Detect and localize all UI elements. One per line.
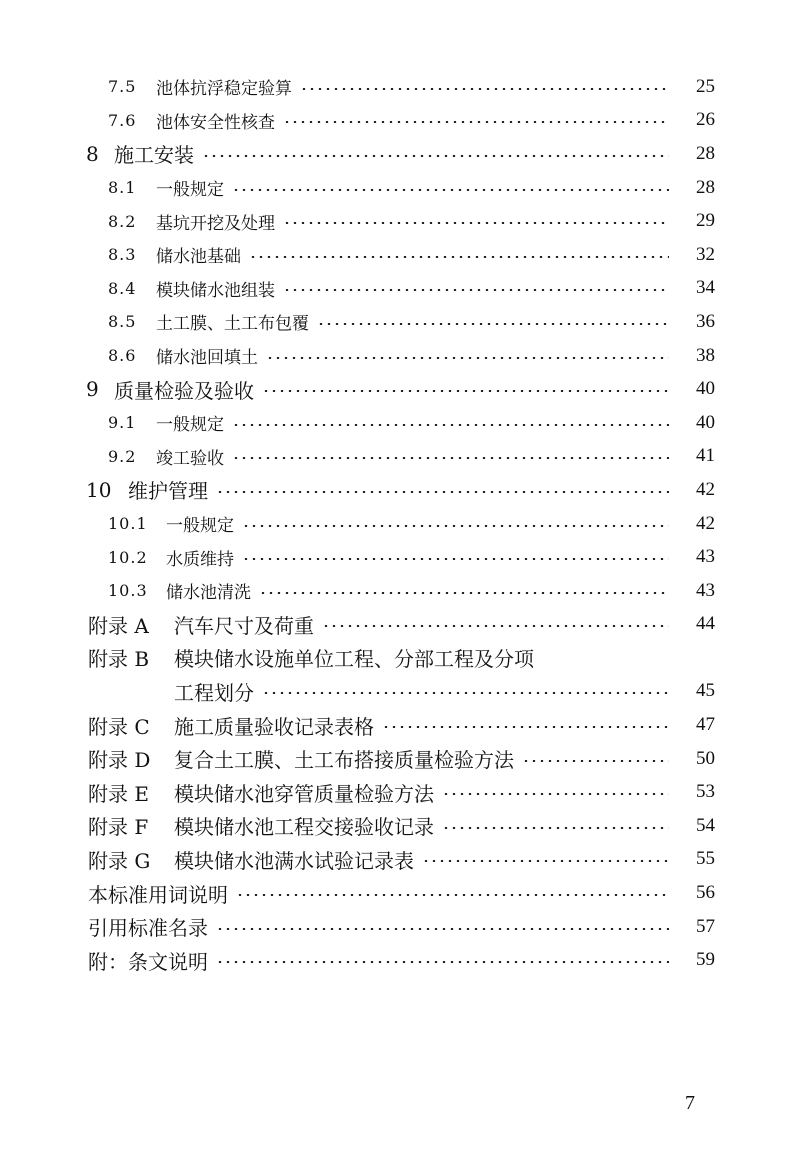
toc-entry [0,137,790,171]
dot-leader [382,726,669,728]
toc-entry-title: 水质维持 [166,549,234,570]
toc-entry-page: 42 [696,478,715,500]
toc-entry [0,440,790,474]
toc-entry-page: 47 [696,714,715,736]
toc-entry-title: 储水池清洗 [166,583,251,604]
toc-entry [0,809,790,843]
dot-leader [266,357,669,359]
toc-entry-page: 43 [696,579,715,601]
toc-entry [0,540,790,574]
toc-entry [0,775,790,809]
toc-entry-number: 8.2 [108,211,137,231]
toc-entry [0,742,790,776]
dot-leader [522,760,669,762]
toc-entry-page: 40 [696,378,715,400]
toc-entry-number: 10.3 [108,581,148,601]
toc-entry [0,641,790,675]
toc-entry-number: 9.1 [108,413,137,433]
toc-entry-label [88,744,514,773]
toc-entry-number: 附录 C [88,714,150,739]
toc-entry-title: 一般规定 [156,415,224,436]
toc-entry-page: 44 [696,613,715,635]
toc-entry-number: 8.6 [108,346,137,366]
toc-entry-title: 一般规定 [166,516,234,537]
toc-entry [0,70,790,104]
toc-entry-number: 附录 G [88,848,151,873]
toc-entry-page: 56 [696,882,715,904]
toc-entry-label [88,778,434,807]
toc-entry-label [88,711,374,740]
toc-entry-number: 8.5 [108,312,137,332]
toc-entry-page: 28 [696,176,715,198]
toc-entry-page: 54 [696,814,715,836]
toc-entry-title: 施工安装 [114,143,194,168]
toc-entry-page: 45 [696,680,715,702]
toc-entry-page: 29 [696,210,715,232]
toc-entry-title: 维护管理 [128,479,208,504]
toc-entry-label [108,108,275,133]
toc-entry-page: 57 [696,915,715,937]
toc-entry-label [86,139,194,168]
toc-entry-number: 附录 E [88,781,149,806]
dot-leader [236,894,669,896]
toc-entry-title: 引用标准名录 [88,916,208,941]
toc-entry-page: 50 [696,747,715,769]
dot-leader [232,457,669,459]
toc-entry-title: 模块储水池组装 [156,280,275,301]
toc-entry-title: 复合土工膜、土工布搭接质量检验方法 [174,748,514,773]
toc-entry-number: 7.6 [108,110,137,130]
toc-entry-number: 7.5 [108,77,137,97]
toc-entry-label [108,209,275,234]
toc-entry-title: 模块储水池满水试验记录表 [174,848,414,873]
toc-entry-title: 模块储水设施单位工程、分部工程及分项 [174,647,534,672]
toc-entry [0,708,790,742]
toc-entry-page: 34 [696,277,715,299]
table-of-contents [0,70,790,977]
dot-leader [317,323,669,325]
toc-entry-title: 储水池基础 [156,247,241,268]
toc-entry-title: 质量检验及验收 [114,378,254,403]
toc-entry-label [88,811,434,840]
toc-entry-title: 储水池回填土 [156,348,258,369]
toc-entry [0,608,790,642]
dot-leader [216,928,669,930]
dot-leader [300,88,669,90]
dot-leader [442,793,669,795]
toc-entry-title: 一般规定 [156,180,224,201]
toc-entry-number: 8.3 [108,245,137,265]
toc-entry-page: 42 [696,512,715,534]
toc-entry-label [108,242,241,267]
toc-entry-title: 工程划分 [174,680,254,705]
toc-entry-number: 8.4 [108,278,137,298]
dot-leader [202,155,669,157]
dot-leader [249,256,669,258]
toc-entry [0,473,790,507]
toc-entry-number: 附录 F [88,815,149,840]
toc-entry-title: 土工膜、土工布包覆 [156,314,309,335]
toc-entry-label [108,276,275,301]
toc-entry [0,204,790,238]
toc-entry-label [86,375,254,404]
toc-entry-label [88,610,314,639]
toc-entry-label [88,912,208,941]
toc-entry-label [86,475,208,504]
toc-entry-label [108,309,309,334]
dot-leader [216,491,669,493]
toc-entry-page: 36 [696,310,715,332]
toc-entry-title: 本标准用词说明 [88,882,228,907]
toc-entry [0,238,790,272]
toc-entry [0,507,790,541]
toc-entry-page: 32 [696,243,715,265]
toc-entry [0,876,790,910]
dot-leader [232,189,669,191]
toc-entry-label [108,410,224,435]
toc-entry-title: 施工质量验收记录表格 [174,714,374,739]
toc-entry [0,305,790,339]
toc-entry-number: 附录 D [88,748,151,773]
toc-entry-title: 汽车尺寸及荷重 [174,613,314,638]
toc-entry-page: 28 [696,142,715,164]
toc-entry-page: 38 [696,344,715,366]
dot-leader [242,525,669,527]
dot-leader [259,592,669,594]
toc-entry [0,406,790,440]
toc-entry [0,339,790,373]
toc-entry-label [88,879,228,908]
toc-entry-number: 10.1 [108,514,148,534]
dot-leader [232,424,669,426]
toc-entry-label [108,578,251,603]
toc-entry-number: 9.2 [108,446,137,466]
page-number: 7 [685,1092,695,1114]
toc-entry-title: 池体安全性核查 [156,112,275,133]
toc-entry-number: 附录 A [88,613,149,638]
toc-entry-label [108,343,258,368]
toc-entry [0,943,790,977]
toc-entry-number: 附录 B [88,647,150,672]
toc-entry-label [108,175,224,200]
toc-entry-page: 43 [696,546,715,568]
dot-leader [442,827,669,829]
toc-entry-title: 模块储水池穿管质量检验方法 [174,781,434,806]
toc-entry-page: 40 [696,411,715,433]
toc-entry-label [174,677,254,706]
dot-leader [283,121,669,123]
toc-entry-title: 基坑开挖及处理 [156,213,275,234]
toc-entry-title: 池体抗浮稳定验算 [156,79,292,100]
dot-leader [322,625,669,627]
toc-entry-number: 8 [86,141,99,166]
toc-entry-label [88,946,208,975]
toc-entry-title: 模块储水池工程交接验收记录 [174,815,434,840]
toc-entry-number: 9 [86,377,99,402]
toc-entry [0,372,790,406]
toc-entry-number: 10.2 [108,547,148,567]
dot-leader [216,961,669,963]
toc-entry-page: 59 [696,949,715,971]
toc-entry [0,574,790,608]
toc-entry [0,104,790,138]
toc-entry-number: 10 [86,477,112,502]
toc-entry-number: 8.1 [108,178,137,198]
dot-leader [262,390,669,392]
toc-entry-label [108,74,292,99]
toc-entry-label [88,643,534,672]
toc-entry [0,272,790,306]
toc-entry-page: 26 [696,109,715,131]
toc-entry-page: 25 [696,75,715,97]
toc-entry [0,843,790,877]
toc-entry [0,171,790,205]
dot-leader [283,289,669,291]
toc-entry-page: 53 [696,781,715,803]
dot-leader [422,860,669,862]
toc-entry-page: 41 [696,445,715,467]
toc-entry-label [88,845,414,874]
toc-entry-label [108,545,234,570]
toc-entry-title: 附：条文说明 [88,949,208,974]
toc-entry-label [108,511,234,536]
dot-leader [242,558,669,560]
toc-entry [0,675,790,709]
toc-entry-label [108,444,224,469]
toc-entry [0,910,790,944]
dot-leader [262,692,669,694]
toc-entry-page: 55 [696,848,715,870]
toc-entry-title: 竣工验收 [156,448,224,469]
dot-leader [283,222,669,224]
